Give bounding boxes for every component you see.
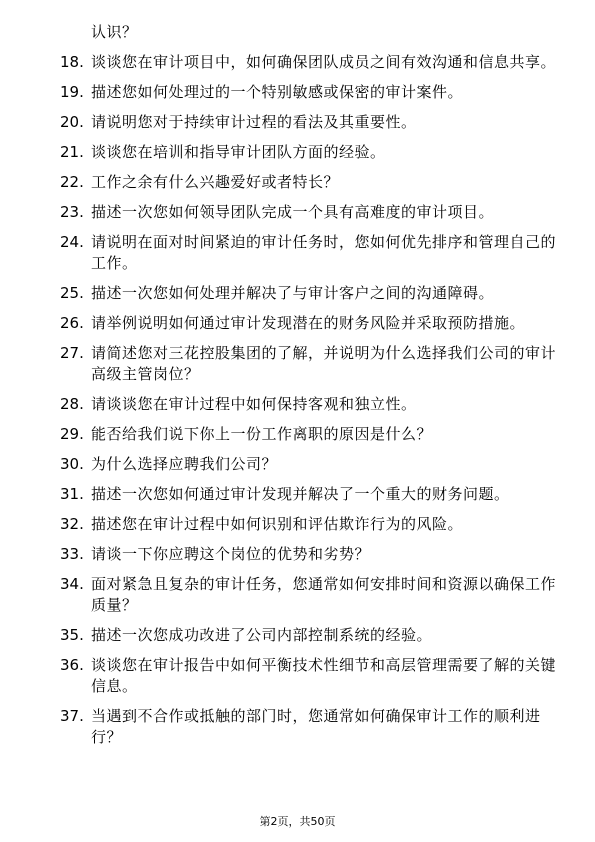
question-number: 18.	[60, 53, 84, 71]
question-number: 27.	[60, 344, 84, 362]
question-number: 25.	[60, 284, 84, 302]
question-item	[60, 112, 560, 133]
question-text: 描述您如何处理过的一个特别敏感或保密的审计案件。	[91, 83, 464, 101]
question-text: 谈谈您在审计项目中，如何确保团队成员之间有效沟通和信息共享。	[91, 53, 557, 71]
question-text: 请说明在面对时间紧迫的审计任务时，您如何优先排序和管理自己的工作。	[91, 233, 557, 272]
question-text: 描述一次您如何通过审计发现并解决了一个重大的财务问题。	[91, 485, 510, 503]
question-text: 当遇到不合作或抵触的部门时，您通常如何确保审计工作的顺利进行？	[91, 707, 541, 746]
question-item	[60, 232, 560, 274]
question-number: 33.	[60, 545, 84, 563]
question-list-container	[60, 22, 560, 757]
question-text: 描述您在审计过程中如何识别和评估欺诈行为的风险。	[91, 515, 464, 533]
question-number: 19.	[60, 83, 84, 101]
question-item	[60, 52, 560, 73]
question-text: 请谈谈您在审计过程中如何保持客观和独立性。	[91, 395, 417, 413]
question-item	[60, 343, 560, 385]
question-text: 面对紧急且复杂的审计任务，您通常如何安排时间和资源以确保工作质量？	[91, 575, 557, 614]
question-number: 21.	[60, 143, 84, 161]
question-text: 为什么选择应聘我们公司？	[91, 455, 278, 473]
question-number: 26.	[60, 314, 84, 332]
question-number: 31.	[60, 485, 84, 503]
question-number: 28.	[60, 395, 84, 413]
question-number: 23.	[60, 203, 84, 221]
question-number: 34.	[60, 575, 84, 593]
question-number: 35.	[60, 626, 84, 644]
question-item	[60, 544, 560, 565]
question-text: 描述一次您成功改进了公司内部控制系统的经验。	[91, 626, 433, 644]
question-text: 请举例说明如何通过审计发现潜在的财务风险并采取预防措施。	[91, 314, 526, 332]
question-text: 谈谈您在审计报告中如何平衡技术性细节和高层管理需要了解的关键信息。	[91, 656, 557, 695]
question-text: 请说明您对于持续审计过程的看法及其重要性。	[91, 113, 417, 131]
question-text: 描述一次您如何处理并解决了与审计客户之间的沟通障碍。	[91, 284, 495, 302]
question-number: 20.	[60, 113, 84, 131]
question-text: 请谈一下你应聘这个岗位的优势和劣势？	[91, 545, 371, 563]
question-text: 请简述您对三花控股集团的了解，并说明为什么选择我们公司的审计高级主管岗位？	[91, 344, 557, 383]
question-text: 谈谈您在培训和指导审计团队方面的经验。	[91, 143, 386, 161]
question-number: 24.	[60, 233, 84, 251]
question-number: 37.	[60, 707, 84, 725]
question-text: 描述一次您如何领导团队完成一个具有高难度的审计项目。	[91, 203, 495, 221]
question-item	[60, 655, 560, 697]
question-item	[60, 424, 560, 445]
question-item	[60, 283, 560, 304]
question-list	[60, 52, 560, 748]
question-item	[60, 484, 560, 505]
question-item	[60, 706, 560, 748]
question-item	[60, 142, 560, 163]
question-item	[60, 172, 560, 193]
question-item	[60, 394, 560, 415]
question-number: 22.	[60, 173, 84, 191]
question-item	[60, 82, 560, 103]
question-item	[60, 514, 560, 535]
question-number: 30.	[60, 455, 84, 473]
question-item	[60, 454, 560, 475]
question-number: 36.	[60, 656, 84, 674]
question-item	[60, 625, 560, 646]
continuation-text: 认识？	[91, 23, 138, 41]
question-number: 29.	[60, 425, 84, 443]
question-item	[60, 202, 560, 223]
question-item	[60, 313, 560, 334]
question-item	[60, 574, 560, 616]
question-number: 32.	[60, 515, 84, 533]
page-footer: 第2页，共50页	[259, 815, 336, 828]
question-text: 工作之余有什么兴趣爱好或者特长？	[91, 173, 340, 191]
question-text: 能否给我们说下你上一份工作离职的原因是什么？	[91, 425, 433, 443]
